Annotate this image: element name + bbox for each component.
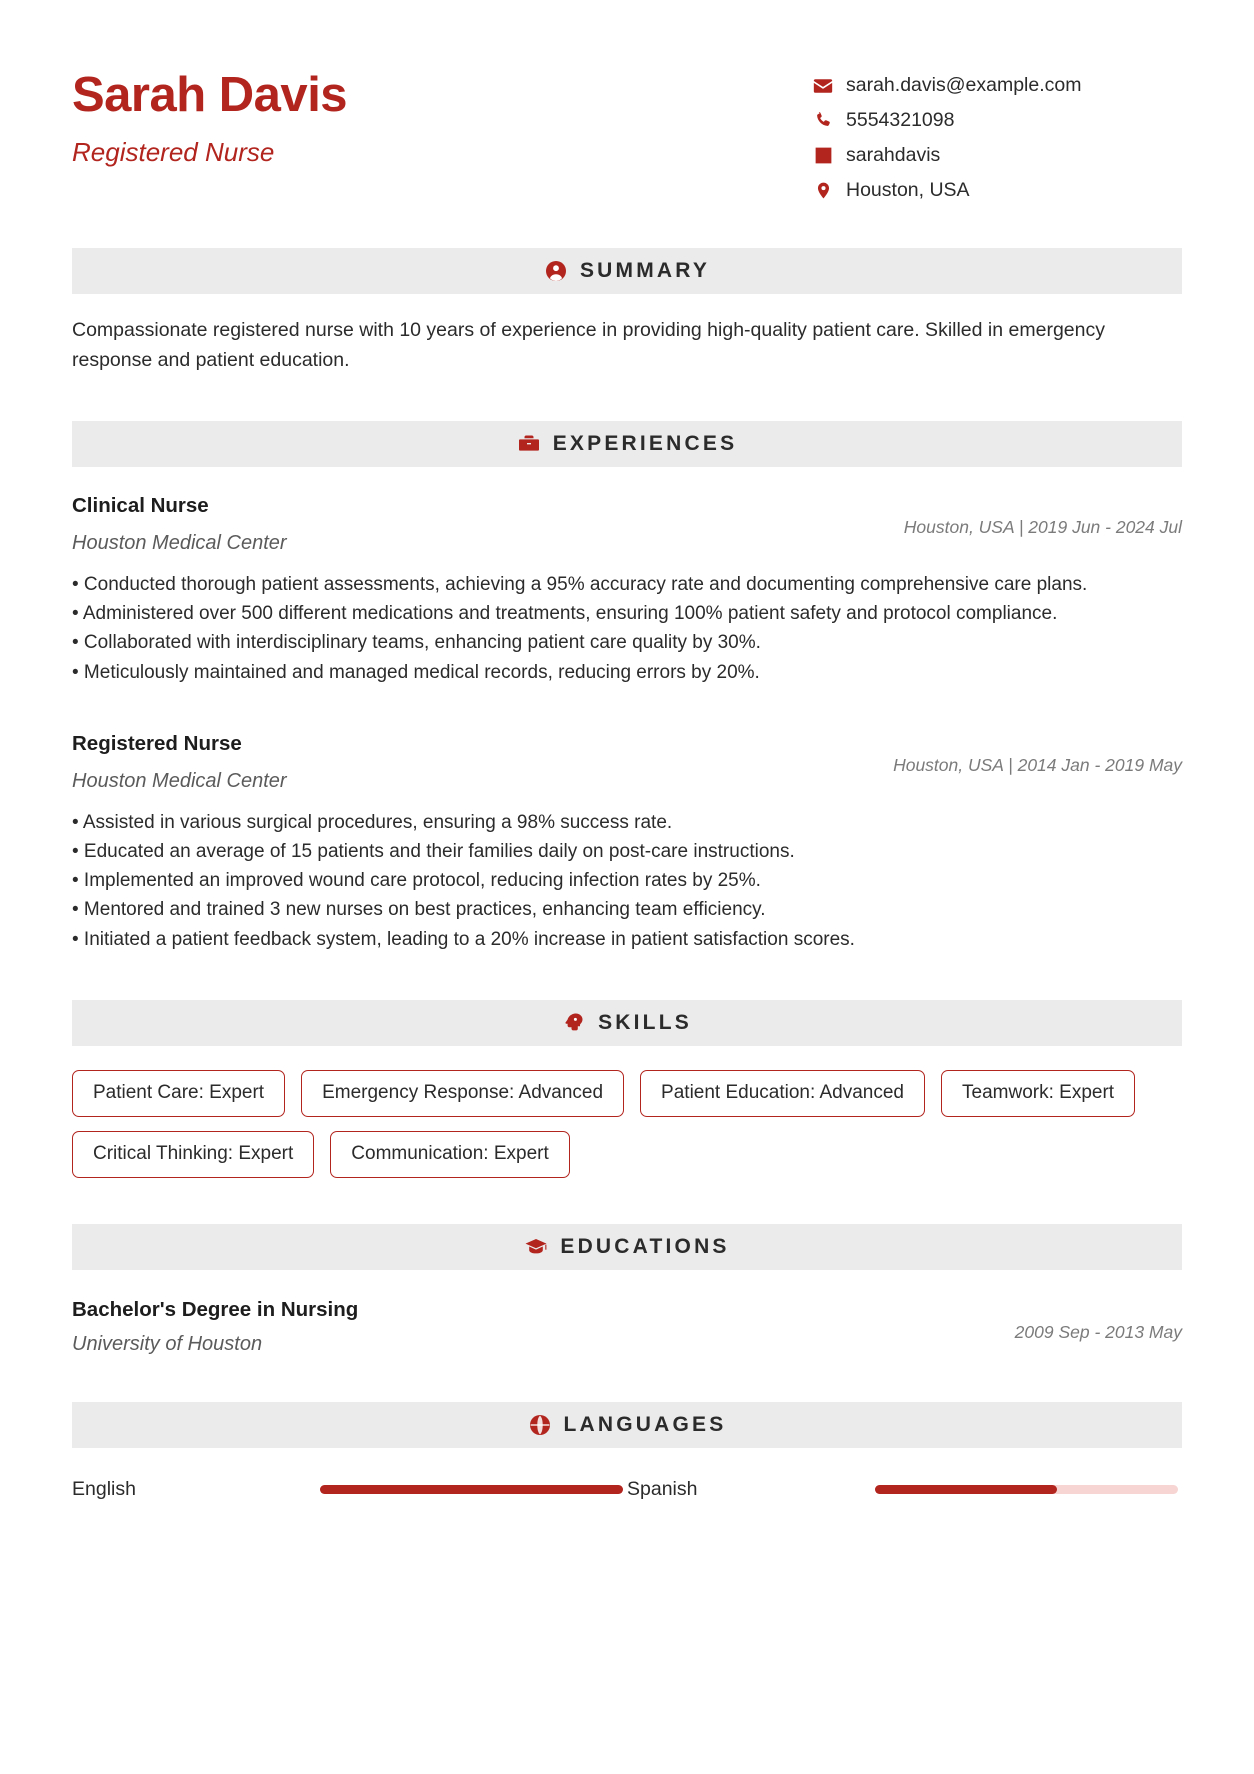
bullet: • Implemented an improved wound care protocol, reducing infection rates by 25%. (72, 870, 761, 892)
briefcase-icon (517, 432, 541, 456)
language-name: Spanish (627, 1477, 698, 1500)
bullet: • Assisted in various surgical procedures, ensuring a 98% success rate. (72, 811, 673, 833)
section-title-languages: LANGUAGES (563, 1412, 727, 1436)
page-bottom-spacer (72, 1501, 1182, 1621)
bullet: • Conducted thorough patient assessments, achieving a 95% accuracy rate and documenting comprehensive care plans. (72, 573, 1088, 595)
section-title-educations: EDUCATIONS (560, 1234, 730, 1258)
language-level-fill (875, 1485, 1057, 1494)
education-item (72, 1298, 1182, 1356)
section-header-experiences (72, 421, 1182, 467)
skill-chip: Critical Thinking: Expert (72, 1131, 314, 1178)
phone-icon (812, 110, 834, 132)
section-title-experiences: EXPERIENCES (552, 432, 738, 456)
resume-header (72, 62, 1182, 202)
contact-phone-value: 5554321098 (846, 109, 955, 131)
candidate-name: Sarah Davis (72, 68, 348, 122)
language-level-fill (320, 1485, 623, 1494)
skill-chip: Emergency Response: Advanced (301, 1070, 624, 1117)
education-school: University of Houston (72, 1332, 263, 1355)
language-item (72, 1478, 627, 1501)
linkedin-icon (812, 145, 834, 167)
skill-chip: Patient Care: Expert (72, 1070, 285, 1117)
experience-meta: Houston, USA | 2019 Jun - 2024 Jul (903, 517, 1182, 538)
globe-icon (528, 1413, 552, 1437)
brain-head-icon (562, 1011, 586, 1035)
skill-chip: Teamwork: Expert (941, 1070, 1135, 1117)
language-item (627, 1478, 1182, 1501)
experience-role: Clinical Nurse (72, 494, 209, 518)
contact-linkedin-value: sarahdavis (846, 144, 941, 166)
contact-location-value: Houston, USA (846, 179, 970, 201)
graduation-cap-icon (524, 1235, 548, 1259)
experience-item (72, 493, 1182, 687)
experience-role: Registered Nurse (72, 731, 242, 755)
identity-block (72, 62, 347, 169)
bullet: • Meticulously maintained and managed medical records, reducing errors by 20%. (72, 661, 760, 683)
experience-bullets (72, 570, 1182, 687)
section-header-languages (72, 1402, 1182, 1448)
bullet: • Administered over 500 different medications and treatments, ensuring 100% patient safety and protocol compliance. (72, 603, 1058, 625)
experience-bullets (72, 808, 1182, 954)
email-icon (812, 75, 834, 97)
section-header-skills (72, 1000, 1182, 1046)
language-level-bar (875, 1485, 1178, 1494)
contact-email-value: sarah.davis@example.com (846, 74, 1082, 96)
summary-text: Compassionate registered nurse with 10 years of experience in providing high-quality patient care. Skilled in emergency response and patient education. (72, 319, 1105, 371)
contact-phone[interactable] (812, 109, 1182, 132)
location-pin-icon (812, 180, 834, 202)
education-degree: Bachelor's Degree in Nursing (72, 1297, 359, 1321)
experience-meta: Houston, USA | 2014 Jan - 2019 May (893, 754, 1182, 775)
section-header-summary (72, 248, 1182, 294)
bullet: • Mentored and trained 3 new nurses on best practices, enhancing team efficiency. (72, 899, 766, 921)
section-header-educations (72, 1224, 1182, 1270)
contact-email[interactable] (812, 74, 1182, 97)
skill-chip: Patient Education: Advanced (640, 1070, 925, 1117)
candidate-job-title: Registered Nurse (72, 137, 275, 168)
bullet: • Educated an average of 15 patients and their families daily on post-care instructions. (72, 840, 795, 862)
education-meta: 2009 Sep - 2013 May (1014, 1321, 1182, 1342)
language-name: English (72, 1477, 136, 1500)
section-title-summary: SUMMARY (579, 259, 711, 282)
experience-item (72, 731, 1182, 954)
section-title-skills: SKILLS (598, 1010, 692, 1034)
person-circle-icon (544, 259, 568, 283)
skill-chip: Communication: Expert (330, 1131, 569, 1178)
experience-organization: Houston Medical Center (72, 531, 287, 554)
bullet: • Initiated a patient feedback system, leading to a 20% increase in patient satisfaction scores. (72, 928, 855, 950)
contact-list (812, 62, 1182, 202)
experience-organization: Houston Medical Center (72, 769, 287, 792)
contact-linkedin[interactable] (812, 144, 1182, 167)
contact-location[interactable] (812, 179, 1182, 202)
languages-list (72, 1478, 1182, 1501)
language-level-bar (320, 1485, 623, 1494)
bullet: • Collaborated with interdisciplinary teams, enhancing patient care quality by 30%. (72, 632, 761, 654)
skills-list (72, 1070, 1182, 1178)
